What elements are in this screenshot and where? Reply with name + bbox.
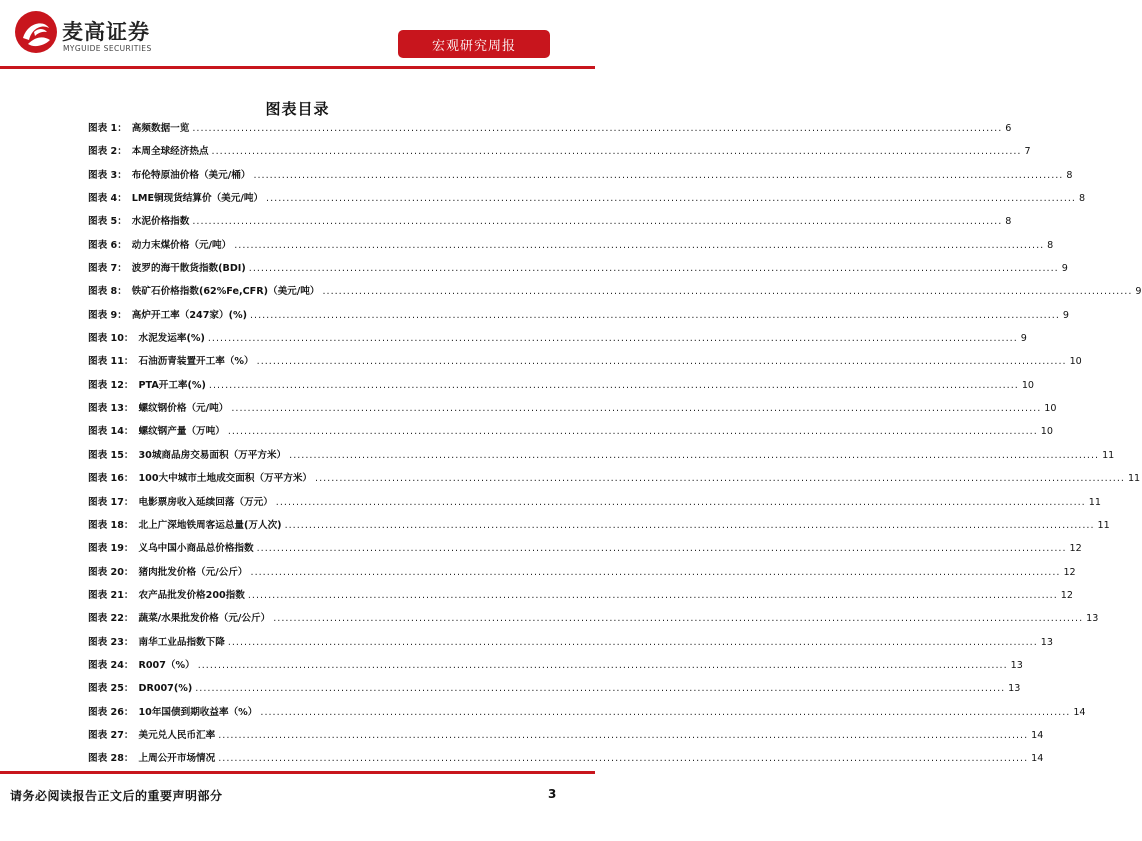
toc-dot-leader: ........................................................................................................................................................................................................ (227, 636, 1038, 648)
toc-entry-page: 13 (1040, 636, 1053, 648)
toc-entry[interactable] (88, 213, 1012, 236)
toc-entry-title: 高炉开工率（247家）(%) (131, 309, 247, 321)
toc-dot-leader: ........................................................................................................................................................................................................ (315, 473, 1125, 485)
toc-entry-title: 蔬菜/水果批发价格（元/公斤） (138, 613, 271, 625)
toc-entry[interactable] (88, 283, 1142, 306)
toc-entry-page: 14 (1073, 706, 1086, 718)
toc-entry-page: 12 (1060, 589, 1073, 601)
toc-entry-title: 上周公开市场情况 (138, 753, 216, 765)
toc-entry-page: 9 (1062, 309, 1069, 321)
toc-entry[interactable] (88, 143, 1031, 166)
toc-entry-label: 图表 24： (88, 659, 134, 671)
toc-entry-page: 8 (1005, 216, 1012, 228)
toc-entry-title: 100大中城市土地成交面积（万平方米） (138, 473, 313, 485)
toc-entry-page: 9 (1135, 286, 1142, 298)
toc-dot-leader: ........................................................................................................................................................................................................ (248, 263, 1059, 275)
toc-entry[interactable] (88, 353, 1082, 376)
toc-entry[interactable] (88, 727, 1044, 750)
toc-entry-title: PTA开工率(%) (138, 379, 206, 391)
toc-entry-title: 美元兑人民币汇率 (138, 729, 216, 741)
toc-dot-leader: ........................................................................................................................................................................................................ (247, 589, 1058, 601)
toc-dot-leader: ........................................................................................................................................................................................................ (256, 543, 1067, 555)
toc-entry-title: 本周全球经济热点 (131, 146, 209, 158)
toc-entry-title: 义乌中国小商品总价格指数 (138, 543, 254, 555)
toc-entry[interactable] (88, 634, 1053, 657)
header-divider (0, 66, 595, 69)
toc-entry-title: R007（%） (138, 659, 195, 671)
toc-entry-page: 6 (1005, 123, 1012, 134)
toc-dot-leader: ........................................................................................................................................................................................................ (253, 169, 1064, 181)
toc-entry-label: 图表 13： (88, 403, 134, 415)
toc-title: 图表目录 (265, 100, 330, 118)
toc-entry-label: 图表 1： (88, 123, 127, 134)
toc-dot-leader: ........................................................................................................................................................................................................ (249, 309, 1060, 321)
toc-entry-page: 10 (1040, 426, 1053, 438)
toc-dot-leader: ........................................................................................................................................................................................................ (275, 496, 1086, 508)
toc-entry-label: 图表 12： (88, 379, 134, 391)
toc-entry-label: 图表 19： (88, 543, 134, 555)
toc-list (88, 120, 1142, 774)
toc-entry-title: 螺纹钢价格（元/吨） (138, 403, 229, 415)
toc-entry-title: 30城商品房交易面积（万平方米） (138, 449, 287, 461)
toc-entry-label: 图表 11： (88, 356, 134, 368)
report-type-tag: 宏观研究周报 (398, 30, 550, 58)
toc-entry-label: 图表 6： (88, 239, 127, 251)
toc-entry-page: 9 (1061, 263, 1068, 275)
toc-entry-page: 12 (1063, 566, 1076, 578)
toc-dot-leader: ........................................................................................................................................................................................................ (197, 659, 1008, 671)
toc-entry-title: 高频数据一览 (131, 123, 190, 134)
toc-entry[interactable] (88, 610, 1099, 633)
disclaimer-note: 请务必阅读报告正文后的重要声明部分 (10, 789, 223, 803)
toc-entry-page: 8 (1066, 169, 1073, 181)
toc-entry-label: 图表 28： (88, 753, 134, 765)
toc-entry-title: 动力末煤价格（元/吨） (131, 239, 232, 251)
toc-entry-title: 南华工业品指数下降 (138, 636, 225, 648)
toc-entry[interactable] (88, 167, 1073, 190)
toc-dot-leader: ........................................................................................................................................................................................................ (192, 123, 1003, 134)
toc-entry-label: 图表 25： (88, 683, 134, 695)
toc-entry-label: 图表 4： (88, 193, 127, 205)
toc-entry-label: 图表 23： (88, 636, 134, 648)
brand-logo-icon (14, 10, 58, 54)
toc-entry-title: 电影票房收入延续回落（万元） (138, 496, 273, 508)
toc-entry-page: 14 (1031, 753, 1044, 765)
toc-entry-page: 11 (1088, 496, 1101, 508)
toc-entry[interactable] (88, 400, 1057, 423)
toc-dot-leader: ........................................................................................................................................................................................................ (234, 239, 1045, 251)
toc-entry[interactable] (88, 447, 1115, 470)
toc-entry-label: 图表 15： (88, 449, 134, 461)
toc-entry-label: 图表 26： (88, 706, 134, 718)
brand-name-en: MYGUIDE SECURITIES (63, 44, 152, 53)
toc-entry-label: 图表 20： (88, 566, 134, 578)
toc-entry-label: 图表 10： (88, 333, 134, 345)
toc-dot-leader: ........................................................................................................................................................................................................ (211, 146, 1022, 158)
toc-entry-page: 13 (1010, 659, 1023, 671)
toc-dot-leader: ........................................................................................................................................................................................................ (227, 426, 1038, 438)
toc-entry[interactable] (88, 657, 1023, 680)
toc-entry-page: 10 (1021, 379, 1035, 391)
toc-entry-label: 图表 3： (88, 169, 127, 181)
page-number: 3 (548, 787, 557, 801)
toc-entry-title: 水泥发运率(%) (138, 333, 205, 345)
toc-entry-page: 13 (1008, 683, 1021, 695)
toc-entry-label: 图表 22： (88, 613, 134, 625)
toc-entry[interactable] (88, 260, 1068, 283)
toc-entry-page: 10 (1044, 403, 1057, 415)
toc-dot-leader: ........................................................................................................................................................................................................ (289, 449, 1100, 461)
toc-entry[interactable] (88, 190, 1086, 213)
toc-entry-page: 12 (1069, 543, 1082, 555)
toc-entry-label: 图表 8： (88, 286, 127, 298)
toc-entry-page: 11 (1097, 519, 1110, 531)
toc-entry[interactable] (88, 494, 1101, 517)
toc-dot-leader: ........................................................................................................................................................................................................ (322, 286, 1133, 298)
toc-entry[interactable] (88, 540, 1082, 563)
toc-entry[interactable] (88, 517, 1110, 540)
toc-entry-title: 铁矿石价格指数(62%Fe,CFR)（美元/吨） (131, 286, 320, 298)
toc-entry-page: 8 (1078, 193, 1086, 205)
toc-entry[interactable] (88, 470, 1141, 493)
toc-entry-page: 10 (1069, 356, 1082, 368)
toc-dot-leader: ........................................................................................................................................................................................................ (208, 379, 1019, 391)
toc-entry[interactable] (88, 330, 1027, 353)
toc-entry-label: 图表 5： (88, 216, 127, 228)
toc-dot-leader: ........................................................................................................................................................................................................ (218, 753, 1029, 765)
toc-entry[interactable] (88, 120, 1012, 143)
toc-entry-page: 14 (1031, 729, 1044, 741)
toc-dot-leader: ........................................................................................................................................................................................................ (218, 729, 1029, 741)
toc-entry-title: 石油沥青装置开工率（%） (138, 356, 254, 368)
toc-dot-leader: ........................................................................................................................................................................................................ (207, 333, 1018, 345)
footer-divider (0, 771, 595, 774)
toc-entry-label: 图表 21： (88, 589, 134, 601)
toc-entry-title: 农产品批发价格200指数 (138, 589, 245, 601)
toc-dot-leader: ........................................................................................................................................................................................................ (260, 706, 1071, 718)
toc-entry[interactable] (88, 423, 1053, 446)
toc-dot-leader: ........................................................................................................................................................................................................ (284, 519, 1095, 531)
toc-entry[interactable] (88, 680, 1021, 703)
toc-dot-leader: ........................................................................................................................................................................................................ (192, 216, 1003, 228)
toc-dot-leader: ........................................................................................................................................................................................................ (266, 193, 1076, 205)
toc-dot-leader: ........................................................................................................................................................................................................ (250, 566, 1061, 578)
toc-entry-label: 图表 9： (88, 309, 127, 321)
brand-logo (14, 10, 174, 56)
toc-entry-label: 图表 27： (88, 729, 134, 741)
toc-entry-page: 11 (1102, 449, 1115, 461)
toc-entry-label: 图表 7： (88, 263, 127, 275)
toc-entry-page: 13 (1086, 613, 1099, 625)
toc-entry-title: 北上广深地铁周客运总量(万人次) (138, 519, 282, 531)
toc-entry-title: 波罗的海干散货指数(BDI) (131, 263, 246, 275)
toc-entry-label: 图表 16： (88, 473, 134, 485)
toc-entry[interactable] (88, 587, 1073, 610)
toc-dot-leader: ........................................................................................................................................................................................................ (195, 683, 1006, 695)
toc-entry-title: 螺纹钢产量（万吨） (138, 426, 225, 438)
toc-entry-title: 10年国债到期收益率（%） (138, 706, 258, 718)
toc-entry-title: 水泥价格指数 (131, 216, 190, 228)
toc-entry-page: 8 (1047, 239, 1054, 251)
brand-name-cn: 麦高证券 (62, 20, 150, 44)
toc-entry-title: LME铜现货结算价（美元/吨） (131, 193, 264, 205)
toc-entry-label: 图表 2： (88, 146, 127, 158)
toc-entry-page: 11 (1127, 473, 1141, 485)
toc-entry[interactable] (88, 307, 1069, 330)
toc-dot-leader: ........................................................................................................................................................................................................ (273, 613, 1084, 625)
toc-entry[interactable] (88, 704, 1086, 727)
toc-dot-leader: ........................................................................................................................................................................................................ (231, 403, 1042, 415)
toc-entry-label: 图表 18： (88, 519, 134, 531)
toc-entry-page: 7 (1024, 146, 1031, 158)
toc-dot-leader: ........................................................................................................................................................................................................ (256, 356, 1067, 368)
toc-entry[interactable] (88, 377, 1035, 400)
toc-entry-label: 图表 14： (88, 426, 134, 438)
toc-entry-label: 图表 17： (88, 496, 134, 508)
toc-entry[interactable] (88, 237, 1054, 260)
toc-entry-title: DR007(%) (138, 683, 193, 695)
toc-entry[interactable] (88, 564, 1076, 587)
toc-entry-title: 猪肉批发价格（元/公斤） (138, 566, 248, 578)
toc-entry-title: 布伦特原油价格（美元/桶） (131, 169, 251, 181)
toc-entry-page: 9 (1020, 333, 1027, 345)
